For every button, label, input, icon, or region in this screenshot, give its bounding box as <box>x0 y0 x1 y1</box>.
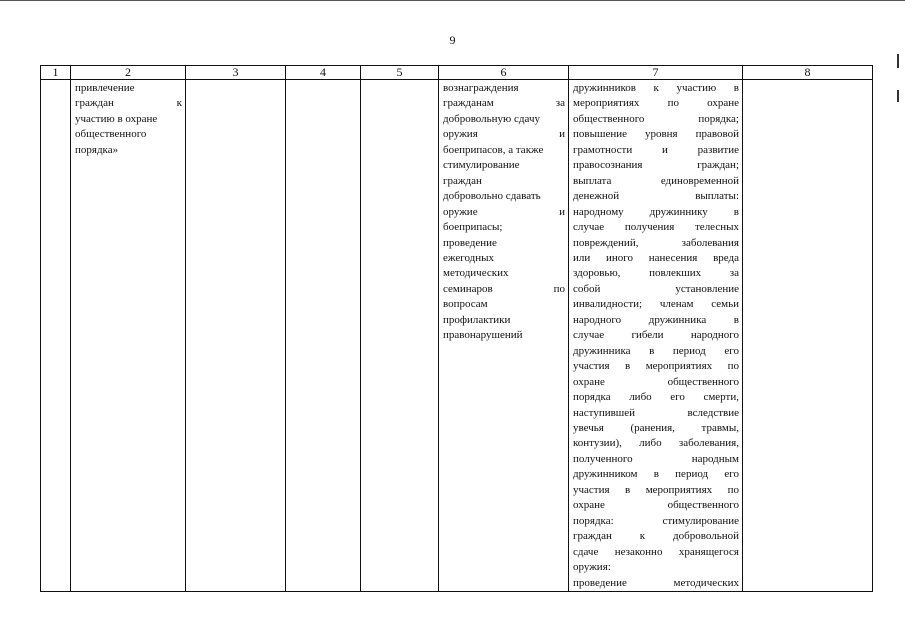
column-header-4: 4 <box>286 66 361 80</box>
text-word: (ранения, <box>630 421 675 434</box>
text-word: общественного <box>573 112 645 125</box>
text-line: правонарушений <box>443 329 523 342</box>
cell-text-col-2 <box>71 80 185 158</box>
cell-col-2 <box>71 80 186 592</box>
text-line <box>573 576 739 591</box>
text-word: граждан; <box>697 159 739 172</box>
text-line <box>573 158 739 173</box>
text-word: нанесения <box>648 251 698 264</box>
text-word: дружинником <box>573 468 638 481</box>
text-line: боеприпасов, а также <box>443 143 544 156</box>
text-word: методических <box>673 576 739 589</box>
column-header-6: 6 <box>439 66 569 80</box>
text-word: добровольной <box>673 530 739 543</box>
text-line <box>573 81 739 96</box>
text-line: добровольную сдачу <box>443 112 540 125</box>
text-word: по <box>727 483 739 496</box>
text-word: народному <box>573 205 624 218</box>
text-word: и <box>559 205 565 218</box>
cell-text-col-6 <box>439 80 568 344</box>
text-line <box>573 266 739 281</box>
text-word: повышение <box>573 128 627 141</box>
text-word: правосознания <box>573 159 643 172</box>
text-line <box>443 96 565 111</box>
text-word: его <box>670 391 685 404</box>
text-word: и <box>661 143 668 156</box>
text-word: смерти, <box>703 391 739 404</box>
text-line <box>573 174 739 189</box>
text-line: оружия: <box>573 561 611 574</box>
text-line: стимулирование <box>443 159 520 172</box>
text-word: выплата <box>573 174 612 187</box>
text-word: за <box>729 267 739 280</box>
text-word: получения <box>624 221 675 234</box>
text-line <box>573 390 739 405</box>
text-word: период <box>672 344 706 357</box>
text-word: случае <box>573 221 605 234</box>
text-word: хранящегося <box>678 545 739 558</box>
text-word: мероприятиях <box>645 360 713 373</box>
text-word: иного <box>606 251 634 264</box>
text-word: по <box>667 97 679 110</box>
scan-margin-mark <box>897 90 899 102</box>
text-line: порядка» <box>75 143 119 156</box>
text-word: развитие <box>697 143 739 156</box>
text-word: семьи <box>711 298 739 311</box>
text-line <box>573 514 739 529</box>
text-word: стимулирование <box>662 514 739 527</box>
text-word: участию <box>676 82 717 94</box>
text-line <box>573 467 739 482</box>
text-word: к <box>176 97 182 110</box>
text-word: мероприятиях <box>645 483 713 496</box>
text-word: увечья <box>573 421 604 434</box>
text-word: правовой <box>695 128 739 141</box>
column-header-5: 5 <box>361 66 439 80</box>
text-line <box>573 452 739 467</box>
text-word: дружинников <box>573 82 636 94</box>
text-line: проведение <box>443 236 497 249</box>
text-line <box>573 375 739 390</box>
text-line <box>573 236 739 251</box>
text-line: граждан <box>443 174 482 187</box>
text-line <box>573 189 739 204</box>
text-word: дружинника <box>648 313 707 326</box>
text-line <box>573 143 739 158</box>
text-line <box>573 313 739 328</box>
text-line <box>573 498 739 513</box>
text-word: по <box>727 360 739 373</box>
text-line <box>573 406 739 421</box>
text-word: в <box>733 82 739 94</box>
text-word: охране <box>707 97 739 110</box>
text-line <box>443 205 565 220</box>
text-word: инвалидности; <box>573 298 643 311</box>
cell-col-1 <box>41 80 71 592</box>
cell-col-3 <box>186 80 286 592</box>
text-word: дружинника <box>573 344 631 357</box>
text-line <box>573 545 739 560</box>
text-word: порядка: <box>573 514 614 527</box>
text-word: здоровью, <box>573 267 621 280</box>
text-word: повлекших <box>649 267 702 280</box>
text-line <box>443 127 565 142</box>
text-word: незаконно <box>614 545 663 558</box>
text-word: народным <box>691 452 739 465</box>
text-word: либо <box>639 437 662 450</box>
cell-col-6 <box>439 80 569 592</box>
text-word: или <box>573 251 591 264</box>
text-word: охране <box>573 499 605 512</box>
text-line <box>573 421 739 436</box>
text-word: выплаты: <box>695 190 739 203</box>
text-word: в <box>733 313 739 326</box>
text-line <box>573 282 739 297</box>
text-word: вследствие <box>687 406 739 419</box>
text-word: членам <box>659 298 694 311</box>
table-row <box>41 80 873 592</box>
text-line <box>573 220 739 235</box>
text-line: добровольно сдавать <box>443 190 541 203</box>
text-line: привлечение <box>75 82 135 94</box>
text-word: мероприятиях <box>573 97 640 110</box>
text-word: охране <box>573 375 605 388</box>
text-word: по <box>553 282 565 295</box>
cell-col-8 <box>743 80 873 592</box>
text-word: гибели <box>631 329 664 342</box>
text-word: оружия <box>443 128 478 141</box>
text-word: грамотности <box>573 143 633 156</box>
text-word: граждан <box>573 530 612 543</box>
text-word: вреда <box>713 251 739 264</box>
text-line <box>573 344 739 359</box>
text-word: повреждений, <box>573 236 639 249</box>
text-line: вознаграждения <box>443 82 519 94</box>
text-word: травмы, <box>701 421 739 434</box>
program-table <box>40 65 873 592</box>
column-header-8: 8 <box>743 66 873 80</box>
text-word: порядка; <box>698 112 739 125</box>
text-line <box>573 112 739 127</box>
text-word: и <box>559 128 565 141</box>
text-word: заболевания <box>681 236 739 249</box>
text-word: заболевания, <box>678 437 739 450</box>
text-word: к <box>639 530 646 543</box>
text-word: телесных <box>695 221 739 234</box>
text-word: народного <box>573 313 622 326</box>
text-line: боеприпасы; <box>443 221 503 234</box>
text-word: полученного <box>573 452 633 465</box>
text-word: участия <box>573 360 610 373</box>
scan-top-edge <box>0 0 905 1</box>
text-word: оружие <box>443 205 478 218</box>
text-word: в <box>649 344 655 357</box>
text-word: за <box>555 97 565 110</box>
text-word: сдаче <box>573 545 599 558</box>
text-word: его <box>724 468 739 481</box>
column-header-3: 3 <box>186 66 286 80</box>
text-word: собой <box>573 282 601 295</box>
text-word: в <box>733 205 739 218</box>
page-number: 9 <box>449 33 456 47</box>
text-word: участия <box>573 483 610 496</box>
text-word: случае <box>573 329 605 342</box>
text-word: уровня <box>644 128 678 141</box>
text-line <box>573 328 739 343</box>
text-word: установление <box>675 282 739 295</box>
text-word: проведение <box>573 576 627 589</box>
text-line <box>443 282 565 297</box>
text-line <box>573 483 739 498</box>
text-line: вопросам <box>443 298 488 311</box>
column-header-7: 7 <box>569 66 743 80</box>
text-line <box>573 436 739 451</box>
cell-col-4 <box>286 80 361 592</box>
text-line <box>573 529 739 544</box>
text-word: его <box>724 344 739 357</box>
text-word: единовременной <box>660 174 739 187</box>
text-word: общественного <box>667 499 739 512</box>
text-word: денежной <box>573 190 620 203</box>
text-word: период <box>675 468 709 481</box>
text-word: народного <box>690 329 739 342</box>
text-word: контузии), <box>573 437 622 450</box>
text-word: гражданам <box>443 97 494 110</box>
text-word: семинаров <box>443 282 493 295</box>
text-line <box>573 205 739 220</box>
header-row <box>41 66 873 80</box>
text-line <box>573 127 739 142</box>
cell-text-col-7 <box>569 80 742 591</box>
text-line: профилактики <box>443 313 511 326</box>
text-word: порядка <box>573 391 611 404</box>
text-word: дружиннику <box>649 205 708 218</box>
scan-margin-mark <box>897 54 899 68</box>
text-word: в <box>625 360 631 373</box>
text-word: к <box>653 82 659 94</box>
cell-col-7 <box>569 80 743 592</box>
text-line <box>573 297 739 312</box>
text-word: в <box>625 483 631 496</box>
text-word: наступившей <box>573 406 636 419</box>
column-header-1: 1 <box>41 66 71 80</box>
text-word: граждан <box>75 97 114 110</box>
text-word: общественного <box>667 375 739 388</box>
text-word: либо <box>629 391 652 404</box>
text-line <box>573 359 739 374</box>
text-line <box>573 251 739 266</box>
text-line <box>573 96 739 111</box>
text-line: методических <box>443 267 509 280</box>
cell-col-5 <box>361 80 439 592</box>
text-line: ежегодных <box>443 251 495 264</box>
text-line: общественного <box>75 128 147 141</box>
column-header-2: 2 <box>71 66 186 80</box>
text-word: в <box>653 468 659 481</box>
text-line: участию в охране <box>75 112 158 125</box>
text-line <box>75 96 182 111</box>
